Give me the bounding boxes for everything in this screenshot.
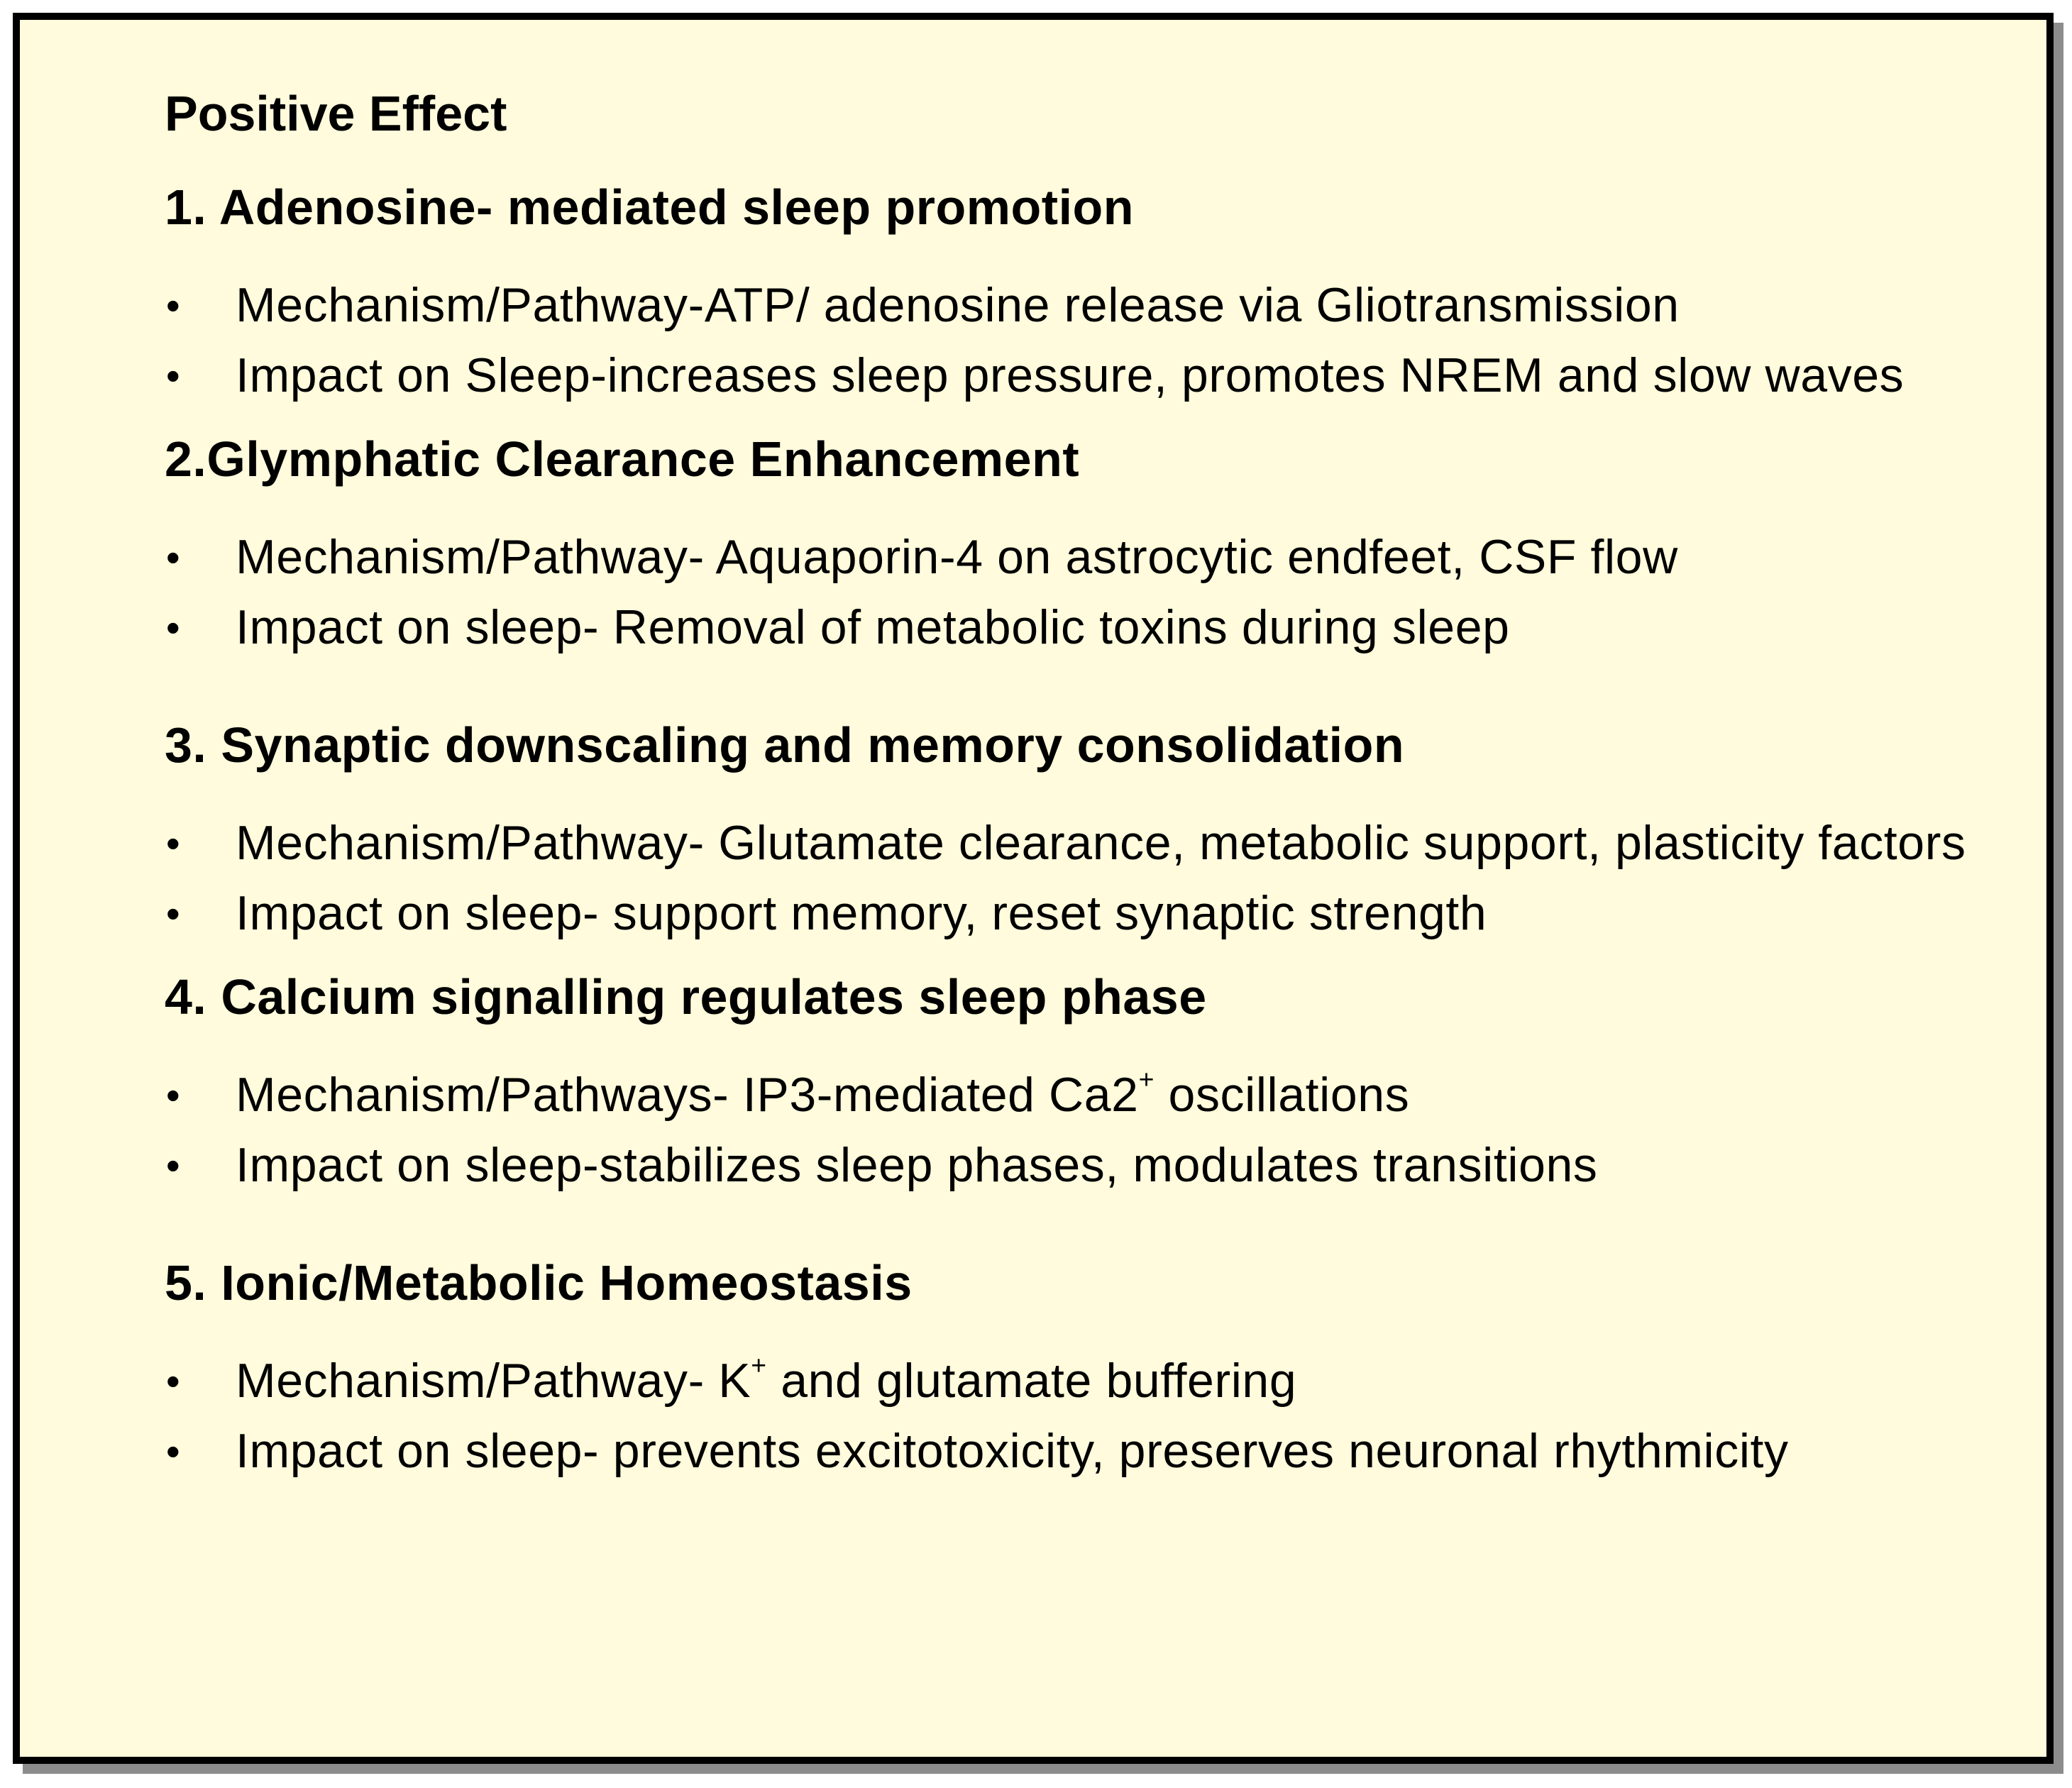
bullet-icon: •: [166, 821, 181, 866]
positive-effect-panel: [13, 13, 2054, 1764]
bullet-list: [165, 808, 2004, 949]
bullet-list: [165, 522, 2004, 663]
list-item: [165, 1416, 2004, 1486]
list-item: [165, 1130, 2004, 1201]
panel-heading: Positive Effect: [165, 86, 507, 141]
bullet-text: Impact on sleep- prevents excitotoxicity, preserves neuronal rhythmicity: [236, 1424, 1789, 1478]
bullet-text: Mechanism/Pathway-ATP/ adenosine release via Gliotransmission: [236, 278, 1680, 332]
bullet-icon: •: [166, 1143, 181, 1188]
bullet-text: Mechanism/Pathways- IP3-mediated Ca2+ oscillations: [236, 1064, 1410, 1122]
section-title: 1. Adenosine- mediated sleep promotion: [165, 180, 1135, 235]
bullet-icon: •: [166, 891, 181, 936]
bullet-list: [165, 1346, 2004, 1486]
list-item: [165, 522, 2004, 592]
section-synaptic: [165, 718, 2004, 949]
bullet-list: [165, 1060, 2004, 1201]
bullet-text: Impact on sleep- support memory, reset synaptic strength: [236, 886, 1487, 940]
bullet-icon: •: [166, 535, 181, 580]
bullet-icon: •: [166, 1359, 181, 1403]
list-item: [165, 341, 2004, 411]
bullet-text: Mechanism/Pathway- K+ and glutamate buffering: [236, 1350, 1297, 1408]
section-title: 2.Glymphatic Clearance Enhancement: [165, 431, 1080, 487]
superscript-plus: +: [751, 1350, 767, 1381]
list-item: [165, 592, 2004, 663]
bullet-icon: •: [166, 605, 181, 650]
list-item: [165, 808, 2004, 878]
bullet-text: Impact on sleep- Removal of metabolic toxins during sleep: [236, 600, 1510, 654]
section-glymphatic: [165, 432, 2004, 663]
bullet-text: Impact on sleep-stabilizes sleep phases, modulates transitions: [236, 1138, 1598, 1192]
section-title: 3. Synaptic downscaling and memory consolidation: [165, 717, 1405, 773]
bullet-icon: •: [166, 353, 181, 398]
list-item: [165, 270, 2004, 341]
section-calcium: [165, 970, 2004, 1201]
bullet-text: Mechanism/Pathway- Glutamate clearance, metabolic support, plasticity factors: [236, 816, 1966, 870]
section-ionic: [165, 1256, 2004, 1486]
bullet-text: Mechanism/Pathway- Aquaporin-4 on astrocytic endfeet, CSF flow: [236, 530, 1678, 584]
section-title: 5. Ionic/Metabolic Homeostasis: [165, 1255, 913, 1310]
list-item: [165, 1346, 2004, 1416]
bullet-text: Impact on Sleep-increases sleep pressure, promotes NREM and slow waves: [236, 348, 1905, 402]
bullet-list: [165, 270, 2004, 411]
bullet-icon: •: [166, 1429, 181, 1474]
panel-content: [165, 87, 2004, 1508]
bullet-icon: •: [166, 283, 181, 328]
bullet-icon: •: [166, 1073, 181, 1118]
superscript-plus: +: [1138, 1064, 1155, 1095]
list-item: [165, 1060, 2004, 1130]
section-title: 4. Calcium signalling regulates sleep phase: [165, 969, 1207, 1025]
section-adenosine: [165, 180, 2004, 411]
list-item: [165, 878, 2004, 949]
